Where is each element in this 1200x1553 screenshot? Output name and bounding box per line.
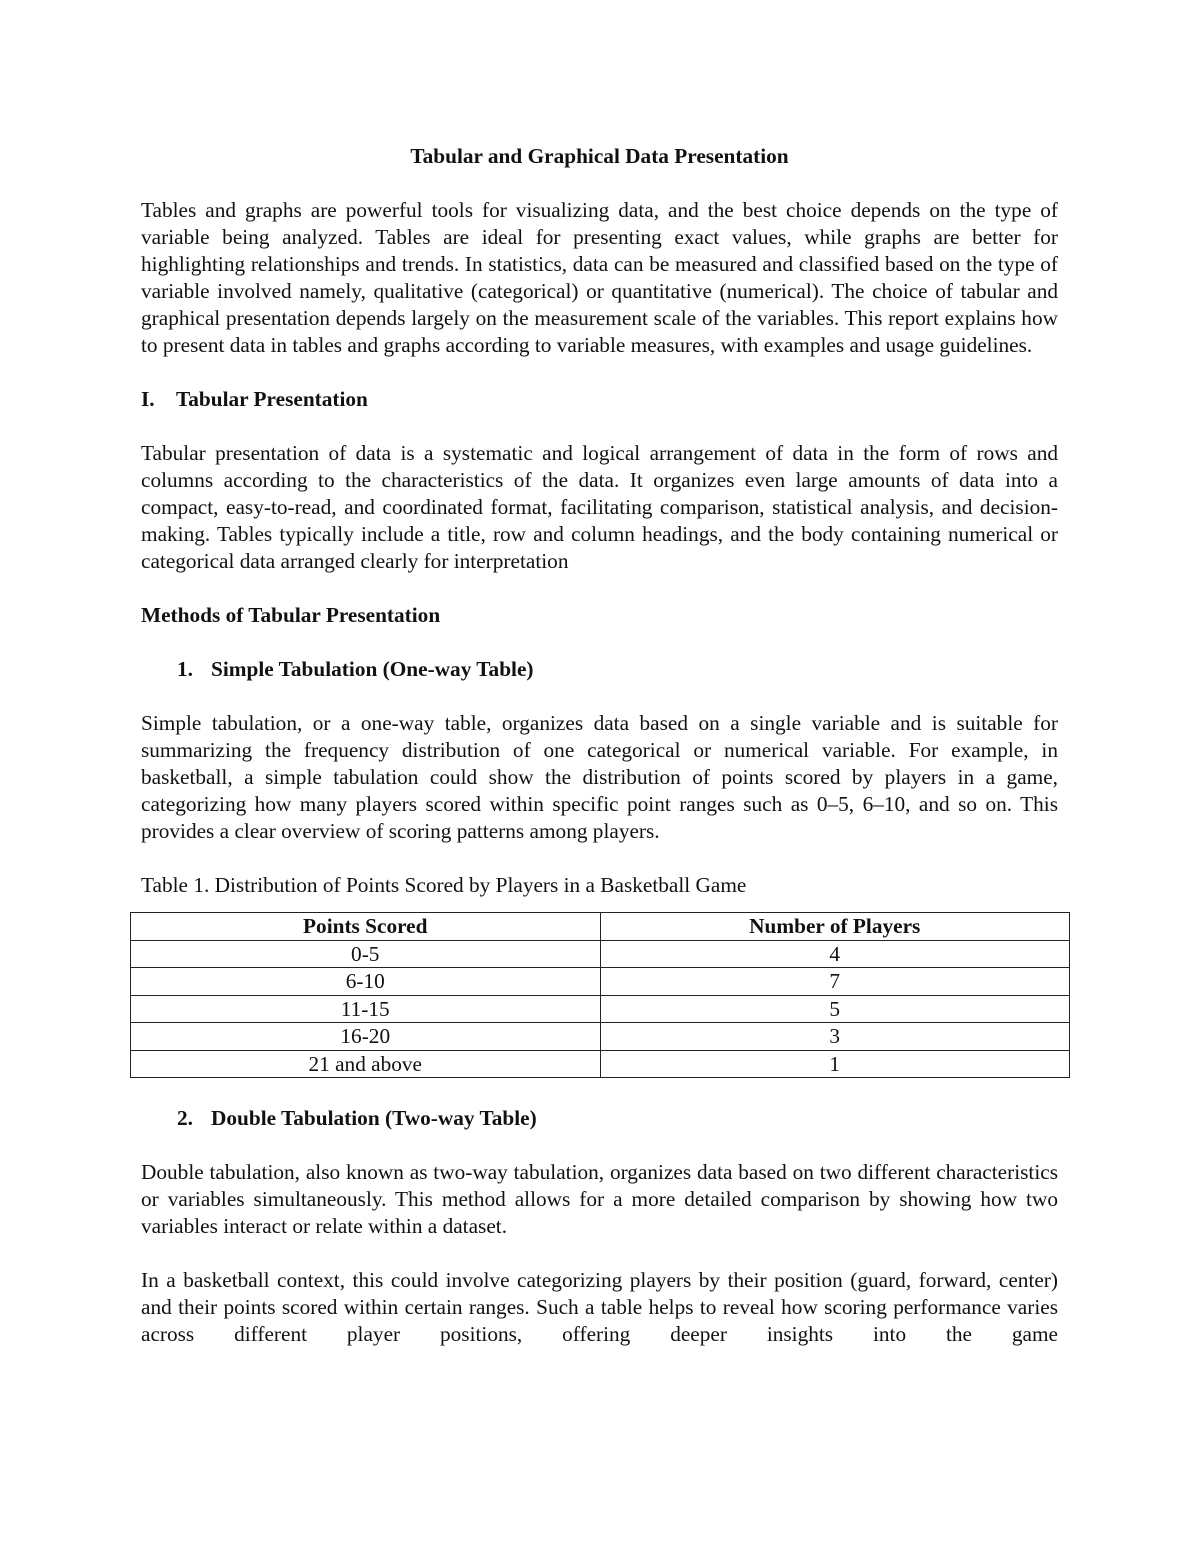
tabular-paragraph: Tabular presentation of data is a systematic and logical arrangement of data in the form of rows and columns according to the characteristics of the data. It organizes even large amounts of data into a compact, easy-to-read, and coordinated format, facilitating comparison, statistical analysis, and decision-making. Tables typically include a title, row and column headings, and the body containing numerical or categorical data arranged clearly for interpretation (141, 441, 1058, 573)
table-caption: Table 1. Distribution of Points Scored by Players in a Basketball Game (141, 873, 747, 897)
table-header-row (131, 913, 1070, 941)
table-row (131, 968, 1070, 996)
section-heading-label: Tabular Presentation (176, 387, 368, 411)
column-header-points: Points Scored (131, 913, 601, 941)
simple-tabulation-paragraph: Simple tabulation, or a one-way table, organizes data based on a single variable and is suitable for summarizing the frequency distribution of one categorical or numerical variable. For example, in basketball, a simple tabulation could show the distribution of points scored by players in a game, categorizing how many players scored within specific point ranges such as 0–5, 6–10, and so on. This provides a clear overview of scoring patterns among players. (141, 711, 1058, 843)
points-distribution-table (130, 912, 1070, 1078)
methods-heading: Methods of Tabular Presentation (141, 603, 441, 627)
method-heading-label: Simple Tabulation (One-way Table) (211, 657, 534, 681)
method-number: 2. (177, 1106, 193, 1130)
table-cell: 4 (600, 940, 1070, 968)
method-number: 1. (177, 657, 193, 681)
method-heading-simple (177, 656, 1058, 683)
table-cell: 7 (600, 968, 1070, 996)
method-heading-label: Double Tabulation (Two-way Table) (211, 1106, 537, 1130)
column-header-players: Number of Players (600, 913, 1070, 941)
table-cell: 11-15 (131, 995, 601, 1023)
table-row (131, 1023, 1070, 1051)
table-cell: 21 and above (131, 1050, 601, 1078)
table-cell: 16-20 (131, 1023, 601, 1051)
intro-paragraph: Tables and graphs are powerful tools for visualizing data, and the best choice depends on the type of variable being analyzed. Tables are ideal for presenting exact values, while graphs are better for highlighting relationships and trends. In statistics, data can be measured and classified based on the type of variable involved namely, qualitative (categorical) or quantitative (numerical). The choice of tabular and graphical presentation depends largely on the measurement scale of the variables. This report explains how to present data in tables and graphs according to variable measures, with examples and usage guidelines. (141, 198, 1058, 357)
table-row (131, 995, 1070, 1023)
document-title: Tabular and Graphical Data Presentation (410, 144, 789, 168)
method-heading-double (177, 1105, 1058, 1132)
table-cell: 3 (600, 1023, 1070, 1051)
table-container (130, 912, 1070, 1078)
table-cell: 1 (600, 1050, 1070, 1078)
table-cell: 5 (600, 995, 1070, 1023)
double-tabulation-paragraph: Double tabulation, also known as two-way tabulation, organizes data based on two different characteristics or variables simultaneously. This method allows for a more detailed comparison by showing how two variables interact or relate within a dataset. (141, 1160, 1058, 1238)
table-row (131, 940, 1070, 968)
section-number: I. (141, 387, 155, 411)
basketball-context-paragraph: In a basketball context, this could involve categorizing players by their position (guard, forward, center) and their points scored within certain ranges. Such a table helps to reveal how scoring performance varies across different player positions, offering deeper insights into the game (141, 1268, 1058, 1346)
document-page (141, 143, 1058, 1375)
table-cell: 0-5 (131, 940, 601, 968)
table-cell: 6-10 (131, 968, 601, 996)
table-row (131, 1050, 1070, 1078)
section-heading-tabular (141, 386, 1058, 413)
